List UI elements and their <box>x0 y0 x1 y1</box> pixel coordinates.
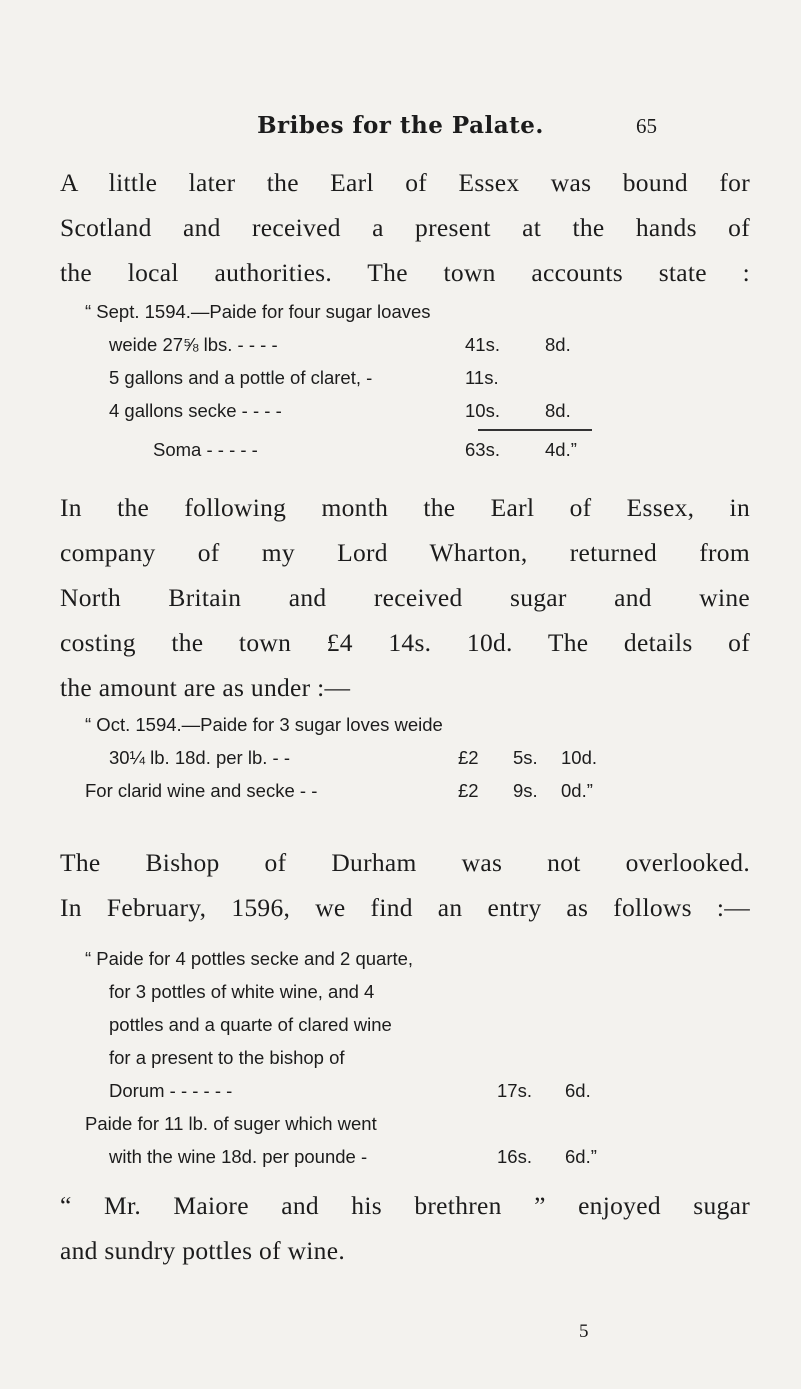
account-pounds: £2 <box>458 747 479 768</box>
account-shillings: 16s. <box>497 1146 532 1167</box>
paragraph-line: the amount are as under :— <box>60 673 351 702</box>
account-total-label: Soma - - - - - <box>153 439 258 460</box>
paragraph-line: and sundry pottles of wine. <box>60 1236 346 1265</box>
paragraph-essex-scotland <box>60 160 750 295</box>
account-pence: 0d.” <box>561 780 593 801</box>
account-pence: 6d.” <box>565 1146 597 1167</box>
account-label: for a present to the bishop of <box>109 1047 345 1068</box>
paragraph-mr-maiore <box>60 1183 750 1273</box>
account-pence: 8d. <box>545 400 571 421</box>
paragraph-line: company of my Lord Wharton, returned from <box>60 538 750 567</box>
paragraph-line: North Britain and received sugar and wine <box>60 583 750 612</box>
page-number: 65 <box>636 114 657 138</box>
account-total-shillings: 63s. <box>465 439 500 460</box>
account-shillings: 17s. <box>497 1080 532 1101</box>
account-label: with the wine 18d. per pounde - <box>109 1146 368 1167</box>
account-shillings: 10s. <box>465 400 500 421</box>
paragraph-line: “ Mr. Maiore and his brethren ” enjoyed sugar <box>60 1191 750 1220</box>
account-pence: 10d. <box>561 747 598 768</box>
sum-rule <box>478 429 592 431</box>
signature-mark: 5 <box>579 1321 589 1342</box>
paragraph-line: the local authorities. The town accounts state : <box>60 258 750 287</box>
account-label: 4 gallons secke - - - - <box>109 400 282 421</box>
account-label: For clarid wine and secke - - <box>85 780 318 801</box>
account-shillings: 11s. <box>465 367 499 388</box>
paragraph-line: costing the town £4 14s. 10d. The details of <box>60 628 750 657</box>
paragraph-line: In the following month the Earl of Essex, in <box>60 493 750 522</box>
paragraph-line: A little later the Earl of Essex was bound for <box>60 168 750 197</box>
account-label: “ Paide for 4 pottles secke and 2 quarte, <box>85 948 414 969</box>
account-label: Paide for 11 lb. of suger which went <box>85 1113 377 1134</box>
account-label: “ Oct. 1594.—Paide for 3 sugar loves weide <box>85 714 443 735</box>
account-label: weide 27⅝ lbs. - - - - <box>109 334 278 355</box>
account-shillings: 5s. <box>513 747 538 768</box>
account-pence: 6d. <box>565 1080 591 1101</box>
account-shillings: 9s. <box>513 780 538 801</box>
running-head-title: Bribes for the Palate. <box>257 112 544 139</box>
account-total-pence: 4d.” <box>545 439 577 460</box>
paragraph-line: In February, 1596, we find an entry as follows :— <box>60 893 750 922</box>
paragraph-line: Scotland and received a present at the hands of <box>60 213 750 242</box>
account-shillings: 41s. <box>465 334 500 355</box>
account-label: “ Sept. 1594.—Paide for four sugar loaves <box>85 301 431 322</box>
account-pence: 8d. <box>545 334 571 355</box>
account-label: Dorum - - - - - - <box>109 1080 233 1101</box>
paragraph-essex-wharton <box>60 485 750 710</box>
account-pounds: £2 <box>458 780 479 801</box>
account-label: for 3 pottles of white wine, and 4 <box>109 981 375 1002</box>
paragraph-bishop-durham <box>60 840 750 930</box>
account-label: 5 gallons and a pottle of claret, - <box>109 367 373 388</box>
account-label: pottles and a quarte of clared wine <box>109 1014 392 1035</box>
account-label: 30¼ lb. 18d. per lb. - - <box>109 747 290 768</box>
paragraph-line: The Bishop of Durham was not overlooked. <box>60 848 750 877</box>
